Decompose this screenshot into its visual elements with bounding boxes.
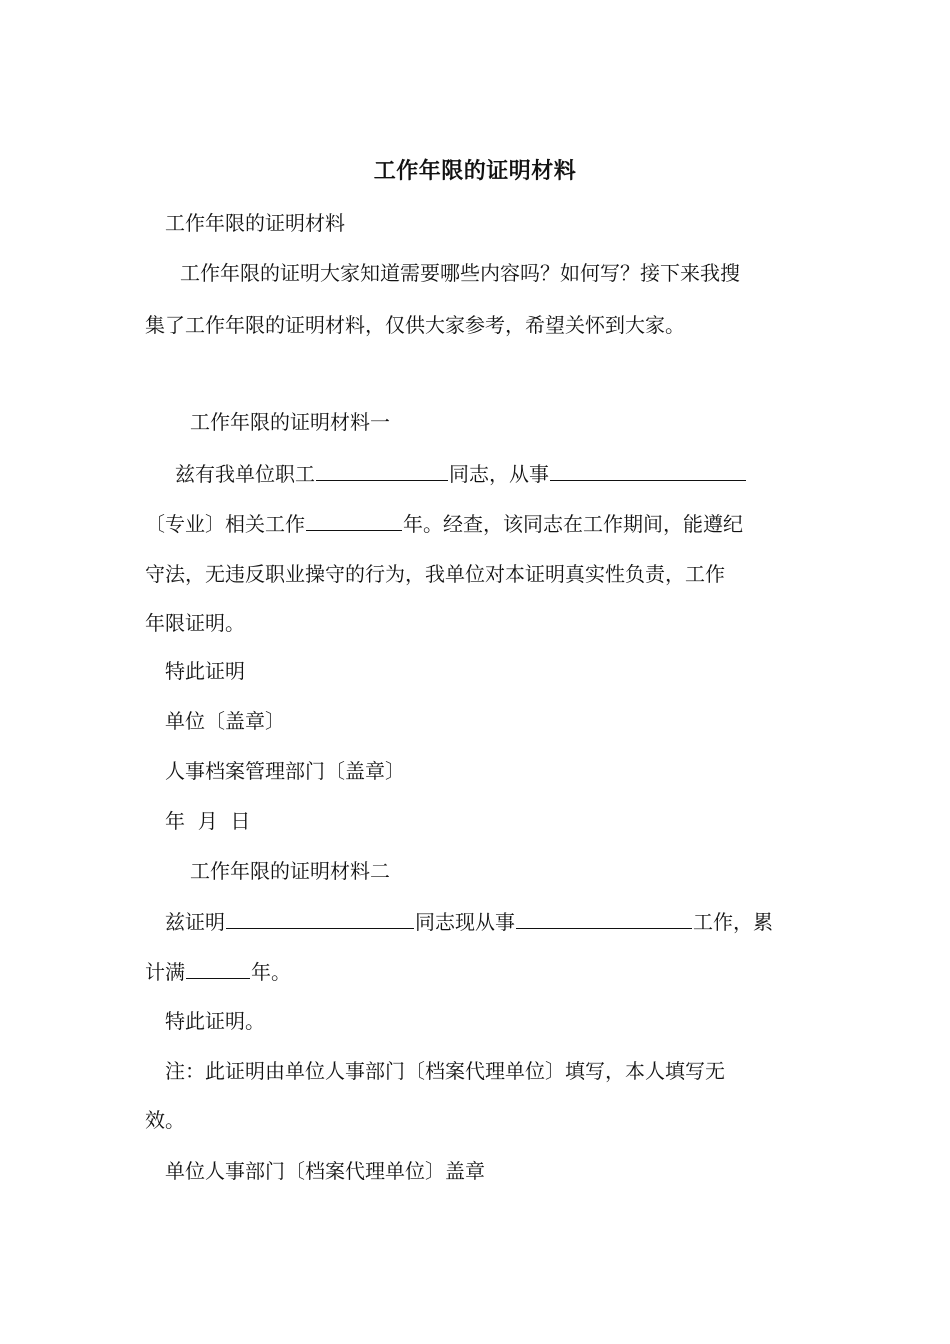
section2-note-line1: 注：此证明由单位人事部门〔档案代理单位〕填写，本人填写无 (165, 1059, 725, 1083)
profession-blank (550, 458, 746, 481)
section1-line1-text-a: 兹有我单位职工 (175, 462, 315, 486)
section2-line1 (165, 906, 773, 937)
section1-closing: 特此证明 (165, 659, 245, 683)
section1-line1 (175, 458, 747, 489)
document-title: 工作年限的证明材料 (373, 158, 577, 184)
work-blank (516, 906, 692, 929)
intro-line-2: 集了工作年限的证明材料，仅供大家参考，希望关怀到大家。 (145, 313, 685, 337)
section1-date: 年 月 日 (165, 809, 251, 833)
section2-line2-text-a: 计满 (145, 960, 185, 984)
section1-heading: 工作年限的证明材料一 (190, 410, 390, 434)
section1-line1-text-b: 同志，从事 (449, 462, 549, 486)
section1-line2 (145, 508, 743, 539)
intro-line-1: 工作年限的证明大家知道需要哪些内容吗？如何写？接下来我搜 (180, 261, 740, 285)
section2-line2-text-b: 年。 (251, 960, 291, 984)
years-blank-2 (186, 956, 250, 979)
section1-hr-seal: 人事档案管理部门〔盖章〕 (165, 759, 405, 783)
subtitle: 工作年限的证明材料 (165, 211, 345, 235)
section1-unit-seal: 单位〔盖章〕 (165, 709, 285, 733)
section2-note-line2: 效。 (145, 1108, 185, 1132)
section1-line4: 年限证明。 (145, 611, 245, 635)
section2-heading: 工作年限的证明材料二 (190, 859, 390, 883)
section2-line1-text-c: 工作，累 (693, 910, 773, 934)
years-blank (306, 508, 402, 531)
section2-line1-text-a: 兹证明 (165, 910, 225, 934)
section2-closing: 特此证明。 (165, 1009, 265, 1033)
name-blank-2 (226, 906, 414, 929)
section2-seal: 单位人事部门〔档案代理单位〕盖章 (165, 1159, 485, 1183)
section2-line1-text-b: 同志现从事 (415, 910, 515, 934)
section2-line2 (145, 956, 291, 987)
section1-line2-text-b: 年。经查，该同志在工作期间，能遵纪 (403, 512, 743, 536)
section1-line2-text-a: 〔专业〕相关工作 (145, 512, 305, 536)
section1-line3: 守法，无违反职业操守的行为，我单位对本证明真实性负责，工作 (145, 562, 725, 586)
name-blank (316, 458, 448, 481)
